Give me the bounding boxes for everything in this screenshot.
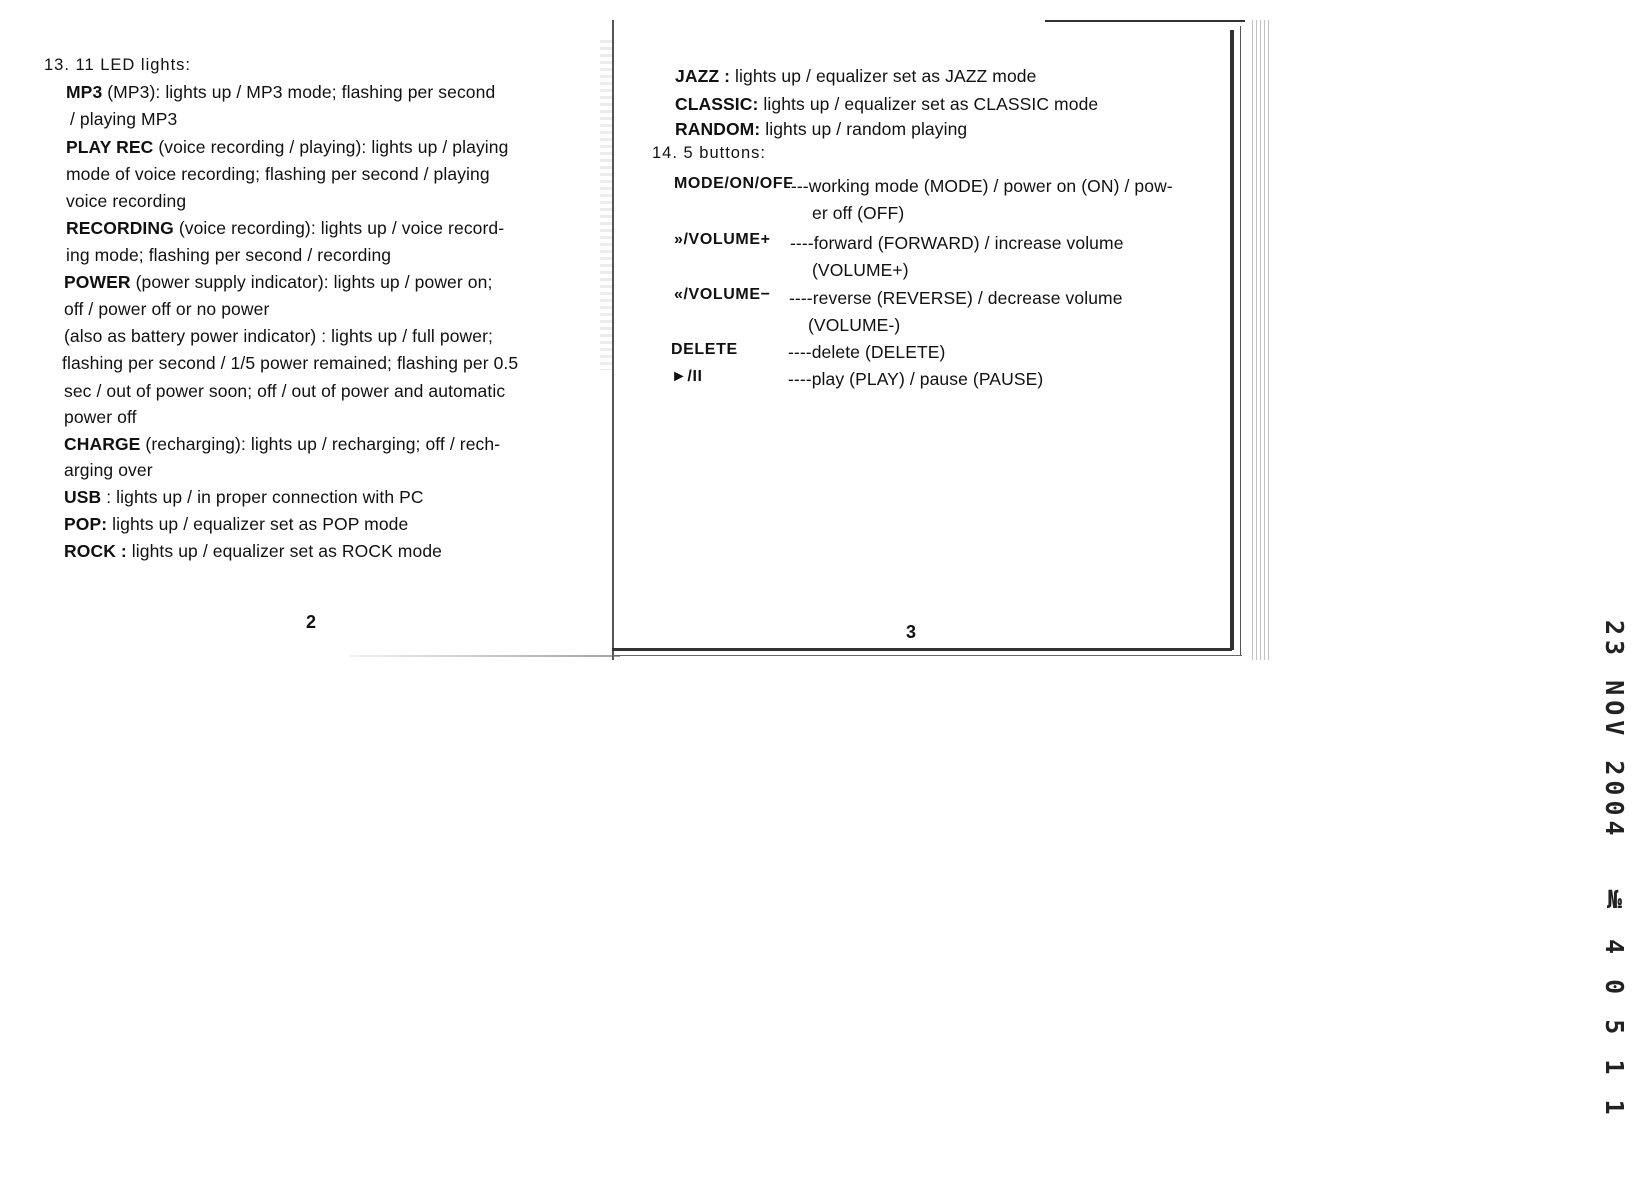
led-key: PLAY REC <box>66 137 154 157</box>
led-desc: (voice recording): lights up / voice record- <box>173 218 505 238</box>
led-key: ROCK : <box>64 541 127 561</box>
led-key: CHARGE <box>64 434 141 454</box>
right-page <box>612 15 1272 675</box>
button-key-delete: DELETE <box>671 341 738 358</box>
led-line <box>66 81 495 103</box>
eq-desc: lights up / random playing <box>760 119 968 139</box>
led-line <box>66 217 504 239</box>
led-desc: (MP3): lights up / MP3 mode; flashing per second <box>102 82 496 102</box>
eq-desc: lights up / equalizer set as JAZZ mode <box>730 66 1037 86</box>
page-number-right: 3 <box>906 622 917 642</box>
button-key-forward: »/VOLUME+ <box>674 231 771 248</box>
led-desc: voice recording <box>66 191 187 211</box>
button-key-mode: MODE/ON/OFF <box>674 175 794 192</box>
led-line <box>70 108 177 130</box>
led-desc: (voice recording / playing): lights up / playing <box>153 137 509 157</box>
led-line <box>64 271 492 293</box>
button-desc-forward-cont: (VOLUME+) <box>812 260 909 280</box>
led-line <box>64 486 424 508</box>
led-line <box>64 406 137 428</box>
led-desc: mode of voice recording; flashing per second / playing <box>66 164 490 184</box>
led-desc: ing mode; flashing per second / recording <box>66 245 392 265</box>
button-desc-delete: ----delete (DELETE) <box>788 342 946 362</box>
number-stamp: № 4 0 5 1 1 <box>1600 885 1629 1120</box>
led-desc: sec / out of power soon; off / out of power and automatic <box>64 381 506 401</box>
led-desc: power off <box>64 407 137 427</box>
date-stamp: 23 NOV 2004 <box>1600 620 1629 841</box>
page-number-left: 2 <box>306 612 317 632</box>
led-line <box>66 163 490 185</box>
led-desc: lights up / equalizer set as POP mode <box>107 514 409 534</box>
led-line <box>64 540 442 562</box>
led-line <box>64 459 153 481</box>
led-line <box>62 352 518 374</box>
led-line <box>64 325 493 347</box>
led-line <box>66 244 391 266</box>
led-desc: (power supply indicator): lights up / power on; <box>130 272 493 292</box>
button-desc-play-pause: ----play (PLAY) / pause (PAUSE) <box>788 369 1044 389</box>
eq-key: JAZZ : <box>675 66 731 86</box>
eq-key: RANDOM: <box>675 119 761 139</box>
led-line <box>64 298 269 320</box>
led-desc: (recharging): lights up / recharging; off / rech- <box>140 434 501 454</box>
eq-line <box>675 93 1098 115</box>
led-key: MP3 <box>66 82 103 102</box>
eq-line <box>675 65 1036 87</box>
led-key: POWER <box>64 272 131 292</box>
led-key: RECORDING <box>66 218 174 238</box>
button-key-reverse: «/VOLUME− <box>674 286 771 303</box>
button-desc-reverse-cont: (VOLUME-) <box>808 315 901 335</box>
led-line <box>66 190 186 212</box>
led-line <box>64 513 408 535</box>
led-desc: lights up / equalizer set as ROCK mode <box>126 541 442 561</box>
eq-key: CLASSIC: <box>675 94 759 114</box>
led-key: POP: <box>64 514 108 534</box>
led-desc: (also as battery power indicator) : lights up / full power; <box>64 326 494 346</box>
button-key-play-pause: ►/II <box>671 368 703 385</box>
led-desc: off / power off or no power <box>64 299 270 319</box>
button-desc-mode-cont: er off (OFF) <box>812 203 905 223</box>
led-desc: flashing per second / 1/5 power remained; flashing per 0.5 <box>62 353 519 373</box>
binding-shadow <box>600 40 612 370</box>
button-desc-reverse: ----reverse (REVERSE) / decrease volume <box>789 288 1123 308</box>
eq-desc: lights up / equalizer set as CLASSIC mode <box>758 94 1099 114</box>
eq-line <box>675 118 967 140</box>
led-line <box>66 136 508 158</box>
led-desc: : lights up / in proper connection with PC <box>101 487 424 507</box>
led-desc: / playing MP3 <box>70 109 178 129</box>
led-line <box>64 433 500 455</box>
section-title-led: 13. 11 LED lights: <box>44 56 192 74</box>
led-line <box>64 380 505 402</box>
led-key: USB <box>64 487 102 507</box>
led-desc: arging over <box>64 460 153 480</box>
button-desc-mode: ----working mode (MODE) / power on (ON) / pow- <box>785 176 1173 196</box>
button-desc-forward: ----forward (FORWARD) / increase volume <box>790 233 1124 253</box>
left-page <box>0 0 600 660</box>
section-title-buttons: 14. 5 buttons: <box>652 144 766 162</box>
